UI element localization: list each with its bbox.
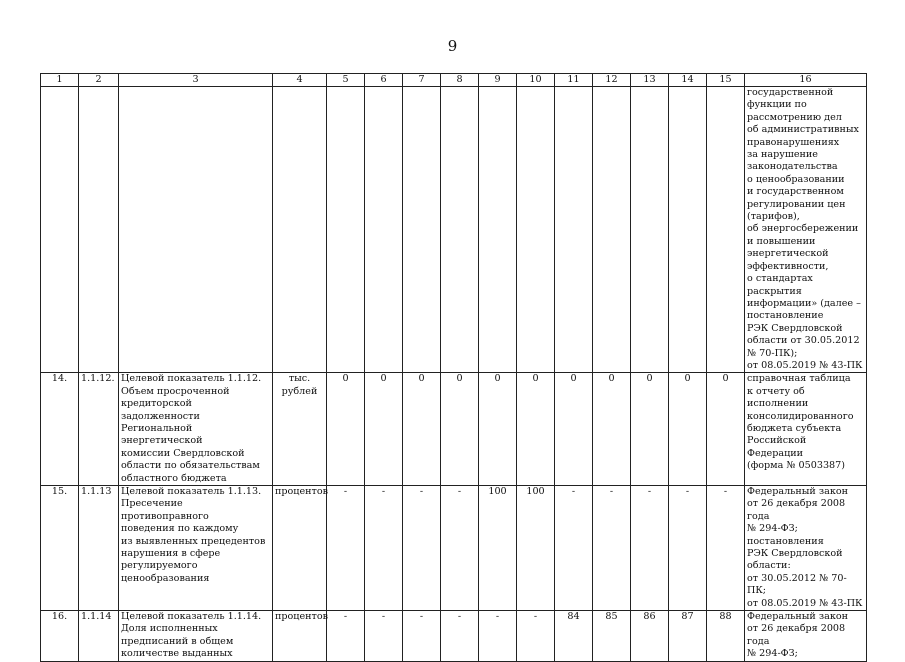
indicator-code-cell: 1.1.14 [79,611,119,662]
indicator-code-cell: 1.1.13 [79,486,119,611]
value-cell: 0 [327,373,365,486]
value-cell: - [555,486,593,611]
table-cell [631,87,669,373]
value-cell: - [403,611,441,662]
column-header: 15 [707,74,745,87]
value-cell: - [441,486,479,611]
value-cell: - [365,486,403,611]
table-cell [555,87,593,373]
value-cell: - [479,611,517,662]
table-cell [79,87,119,373]
column-header: 9 [479,74,517,87]
column-header: 7 [403,74,441,87]
indicator-name-cell: Целевой показатель 1.1.12. Объем просроченной кредиторской задолженности Региональной энергетической комиссии Свердловской области по обязательствам областного бюджета [119,373,273,486]
legal-basis-cell: государственной функции по рассмотрению дел об административных правонарушениях за нарушение законодательства о ценообразовании и государственном регулировании цен (тарифов), об энергосбережении и повышении энергетической эффективности, о стандартах раскрытия информации» (далее – постановление РЭК Свердловской области от 30.05.2012 № 70-ПК); от 08.05.2019 № 43-ПК [745,87,867,373]
value-cell: - [669,486,707,611]
indicators-table [40,73,867,662]
column-header: 11 [555,74,593,87]
table-cell [593,87,631,373]
column-header: 5 [327,74,365,87]
column-header: 12 [593,74,631,87]
value-cell: - [631,486,669,611]
column-header: 10 [517,74,555,87]
legal-basis-cell: Федеральный закон от 26 декабря 2008 года № 294-ФЗ; [745,611,867,662]
table-row [41,611,867,662]
table-cell [479,87,517,373]
column-number-row [41,74,867,87]
column-header: 4 [273,74,327,87]
row-number-cell: 14. [41,373,79,486]
column-header: 16 [745,74,867,87]
column-header: 14 [669,74,707,87]
value-cell: 87 [669,611,707,662]
table-row [41,87,867,373]
value-cell: 0 [517,373,555,486]
value-cell: 0 [403,373,441,486]
value-cell: 0 [479,373,517,486]
page-number: 9 [447,37,458,55]
value-cell: 100 [517,486,555,611]
value-cell: 0 [631,373,669,486]
unit-cell: процентов [273,486,327,611]
column-header: 2 [79,74,119,87]
table-row [41,486,867,611]
value-cell: - [365,611,403,662]
table-cell [327,87,365,373]
value-cell: - [707,486,745,611]
value-cell: - [327,486,365,611]
table-cell [403,87,441,373]
table-cell [273,87,327,373]
value-cell: 0 [593,373,631,486]
value-cell: 86 [631,611,669,662]
value-cell: - [593,486,631,611]
value-cell: 84 [555,611,593,662]
value-cell: 88 [707,611,745,662]
value-cell: 0 [441,373,479,486]
indicator-name-cell: Целевой показатель 1.1.14. Доля исполненных предписаний в общем количестве выданных [119,611,273,662]
value-cell: 0 [669,373,707,486]
legal-basis-cell: Федеральный закон от 26 декабря 2008 года № 294-ФЗ; постановления РЭК Свердловской области: от 30.05.2012 № 70-ПК; от 08.05.2019 № 43-ПК [745,486,867,611]
value-cell: - [403,486,441,611]
table-row [41,373,867,486]
value-cell: - [327,611,365,662]
value-cell: - [441,611,479,662]
row-number-cell: 16. [41,611,79,662]
row-number-cell: 15. [41,486,79,611]
value-cell: 0 [555,373,593,486]
table-cell [119,87,273,373]
column-header: 8 [441,74,479,87]
column-header: 13 [631,74,669,87]
value-cell: - [517,611,555,662]
table-cell [441,87,479,373]
column-header: 3 [119,74,273,87]
indicator-name-cell: Целевой показатель 1.1.13. Пресечение противоправного поведения по каждому из выявленных прецедентов нарушения в сфере регулируемого ценообразования [119,486,273,611]
table-cell [365,87,403,373]
column-header: 6 [365,74,403,87]
unit-cell: процентов [273,611,327,662]
table-cell [41,87,79,373]
unit-cell: тыс. рублей [273,373,327,486]
table-cell [707,87,745,373]
value-cell: 0 [707,373,745,486]
table-cell [517,87,555,373]
value-cell: 100 [479,486,517,611]
legal-basis-cell: справочная таблица к отчету об исполнении консолидированного бюджета субъекта Российской Федерации (форма № 0503387) [745,373,867,486]
column-header: 1 [41,74,79,87]
indicator-code-cell: 1.1.12. [79,373,119,486]
value-cell: 0 [365,373,403,486]
table-cell [669,87,707,373]
value-cell: 85 [593,611,631,662]
